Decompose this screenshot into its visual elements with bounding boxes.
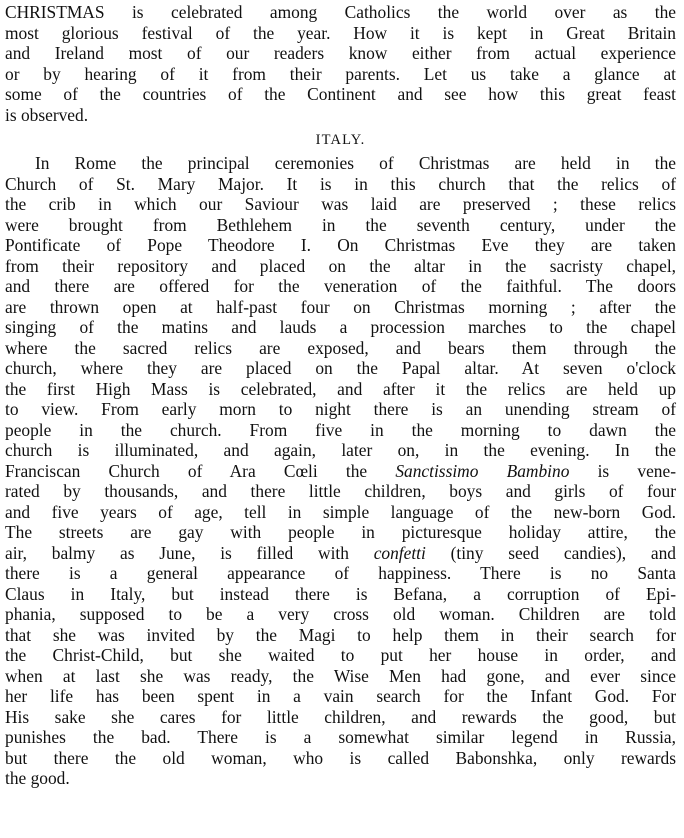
text-line: and five years of age, tell in simple language of the new-born God. — [5, 501, 676, 522]
text-line: that she was invited by the Magi to help them in their search for — [5, 624, 676, 645]
text-line: when at last she was ready, the Wise Men had gone, and ever since — [5, 665, 676, 686]
section-heading: ITALY. — [315, 132, 366, 148]
text-line: the Christ-Child, but she waited to put her house in order, and — [5, 645, 676, 665]
text-line: people in the church. From five in the morning to dawn the — [5, 419, 676, 440]
italic-phrase: confetti — [373, 542, 426, 563]
text-line: or by hearing of it from their parents. Let us take a glance at — [5, 63, 676, 84]
text-line: His sake she cares for little children, and rewards the good, but — [5, 706, 676, 727]
text-line: where the sacred relics are exposed, and bears them through the — [5, 337, 676, 358]
intro-paragraph — [5, 2, 676, 125]
text-line: Franciscan Church of Ara Cœli the Sanctissimo Bambino is vene- — [5, 460, 677, 481]
text-line: The streets are gay with people in picturesque holiday attire, the — [5, 522, 676, 542]
text-line: were brought from Bethlehem in the seventh century, under the — [5, 214, 676, 235]
text-line: singing of the matins and lauds a procession marches to the chapel — [5, 317, 676, 337]
text-line: CHRISTMAS is celebrated among Catholics the world over as the — [5, 2, 676, 22]
text-line: rated by thousands, and there little children, boys and girls of four — [5, 481, 676, 501]
text-line: the crib in which our Saviour was laid are preserved ; these relics — [5, 194, 676, 214]
text-line: and Ireland most of our readers know either from actual experience — [5, 43, 676, 63]
text-line: most glorious festival of the year. How it is kept in Great Britain — [5, 22, 676, 43]
italy-paragraph — [5, 153, 676, 789]
text-line: and there are offered for the veneration of the faithful. The doors — [5, 276, 676, 296]
text-line: is observed. — [5, 104, 89, 125]
text-line: Claus in Italy, but instead there is Befana, a corruption of Epi- — [5, 583, 676, 604]
text-line: church, where they are placed on the Papal altar. At seven o'clock — [5, 358, 676, 378]
text-line: air, balmy as June, is filled with confetti (tiny seed candies), and — [5, 542, 677, 563]
text-line: but there the old woman, who is called Babonshka, only rewards — [5, 747, 676, 768]
text-line: punishes the bad. There is a somewhat similar legend in Russia, — [5, 727, 676, 747]
text-line: phania, supposed to be a very cross old woman. Children are told — [5, 604, 676, 624]
text-line: are thrown open at half-past four on Christmas morning ; after the — [5, 296, 676, 317]
text-line: Church of St. Mary Major. It is in this church that the relics of — [5, 173, 676, 194]
text-line: the first High Mass is celebrated, and after it the relics are held up — [5, 378, 676, 399]
text-line: the good. — [5, 768, 70, 788]
text-line: there is a general appearance of happiness. There is no Santa — [5, 563, 676, 583]
italic-phrase: Sanctissimo Bambino — [395, 460, 570, 481]
text-line: Pontificate of Pope Theodore I. On Christmas Eve they are taken — [5, 235, 676, 255]
text-line: to view. From early morn to night there is an unending stream of — [5, 399, 676, 419]
text-line: church is illuminated, and again, later on, in the evening. In the — [5, 440, 676, 460]
text-line: some of the countries of the Continent and see how this great feast — [5, 84, 676, 104]
text-line: In Rome the principal ceremonies of Christmas are held in the — [35, 153, 676, 173]
text-line: from their repository and placed on the altar in the sacristy chapel, — [5, 255, 676, 276]
text-line: her life has been spent in a vain search for the Infant God. For — [5, 686, 676, 706]
